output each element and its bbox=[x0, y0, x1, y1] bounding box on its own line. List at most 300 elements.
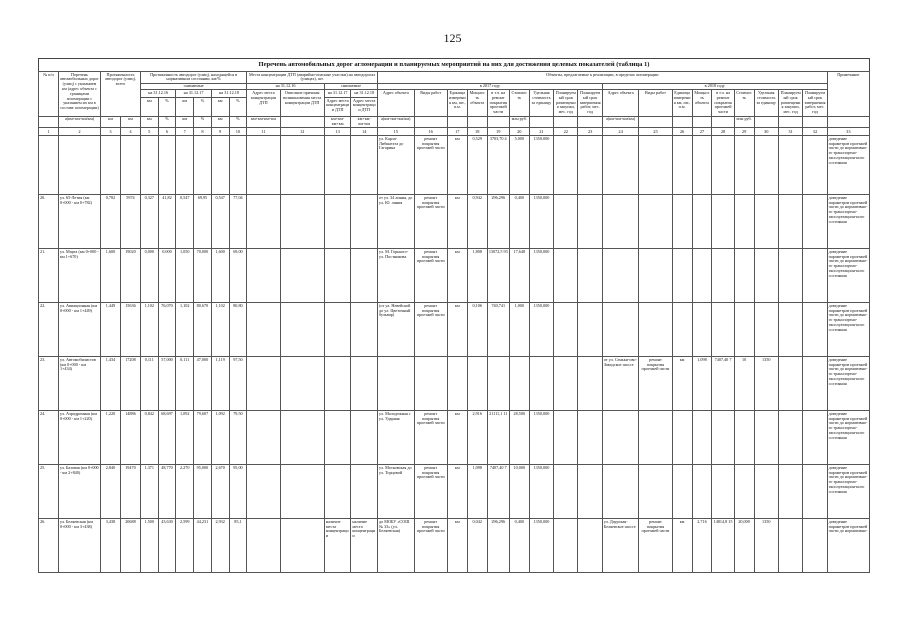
cell-work17: ремонт покрытия проезжей части bbox=[414, 249, 447, 303]
cell-len2: 19470 bbox=[120, 465, 140, 519]
column-number-cell: 7 bbox=[176, 128, 194, 136]
cell-pe17 bbox=[578, 195, 602, 249]
header-dtp-places: Места концентрации ДТП (аварийно-опасные участки) на автодорогах (улицах), шт. bbox=[247, 72, 378, 84]
cell-addr18 bbox=[602, 303, 639, 357]
cell-work17: ремонт покрытия проезжей части bbox=[414, 411, 447, 465]
cell-n16 bbox=[140, 136, 158, 195]
cell-p18: 97,50 bbox=[229, 357, 247, 411]
cell-dtp4 bbox=[351, 136, 378, 195]
header-pct: % bbox=[229, 98, 247, 116]
cell-n18: 2,670 bbox=[211, 465, 229, 519]
cell-unit17: км bbox=[447, 465, 467, 519]
cell-work18 bbox=[639, 249, 672, 303]
header-incl-17: в т.ч. на ремонт покрытия проезжей части bbox=[487, 90, 509, 116]
cell-p17: 79,607 bbox=[194, 411, 212, 465]
cell-cost18 bbox=[734, 249, 754, 303]
cell-n18: 1,092 bbox=[211, 411, 229, 465]
cell-p18 bbox=[229, 136, 247, 195]
cell-pe18 bbox=[803, 195, 827, 249]
cell-ps17 bbox=[554, 411, 578, 465]
cell-uc17: 1350,000 bbox=[529, 519, 553, 573]
cell-pe17 bbox=[578, 249, 602, 303]
cell-pe18 bbox=[803, 303, 827, 357]
cell-unit18: км bbox=[672, 519, 692, 573]
table-row bbox=[39, 195, 870, 249]
cell-p17: 44,231 bbox=[194, 519, 212, 573]
unit-cell: км bbox=[211, 116, 229, 128]
cell-n16: 1,500 bbox=[140, 519, 158, 573]
cell-incl17: 296,296 bbox=[487, 519, 509, 573]
cell-ps17 bbox=[554, 465, 578, 519]
cell-note: доведение параметров проезжей части до нормативно-го транспортно-эксплуатацион-ного состояния bbox=[827, 357, 869, 411]
header-pct: % bbox=[158, 98, 176, 116]
cell-pe18 bbox=[803, 465, 827, 519]
cell-cost18 bbox=[734, 195, 754, 249]
unit-cell bbox=[414, 116, 447, 128]
cell-p16: 43,630 bbox=[158, 519, 176, 573]
cell-dtp1 bbox=[247, 303, 280, 357]
cell-pow17: 2,916 bbox=[467, 411, 487, 465]
cell-ps18 bbox=[778, 357, 802, 411]
cell-dtp1 bbox=[247, 357, 280, 411]
header-num: № п/п bbox=[39, 72, 59, 117]
cell-unit18: км bbox=[672, 357, 692, 411]
column-number-cell: 11 bbox=[247, 128, 280, 136]
cell-len: 1,449 bbox=[101, 303, 121, 357]
column-numbers-row bbox=[39, 128, 870, 136]
cell-uc17 bbox=[529, 357, 553, 411]
unit-cell bbox=[778, 116, 802, 128]
cell-work18 bbox=[639, 411, 672, 465]
cell-cost17: 1,000 bbox=[509, 303, 529, 357]
cell-dtp2 bbox=[280, 249, 324, 303]
cell-dtp4 bbox=[351, 357, 378, 411]
cell-addr18 bbox=[602, 195, 639, 249]
cell-len: 1,434 bbox=[101, 357, 121, 411]
cell-len2 bbox=[120, 136, 140, 195]
cell-pe18 bbox=[803, 249, 827, 303]
cell-dtp1 bbox=[247, 249, 280, 303]
cell-len: 1,600 bbox=[101, 249, 121, 303]
cell-num bbox=[39, 136, 59, 195]
cell-addr18 bbox=[602, 411, 639, 465]
cell-note: доведение параметров проезжей части до нормативно-го транспортно-эксплуатацион-ного состояния bbox=[827, 303, 869, 357]
unit-cell: а(км+км+км/км) bbox=[58, 116, 100, 128]
cell-dtp4: наличие места концентрации bbox=[351, 519, 378, 573]
column-number-cell: 8 bbox=[194, 128, 212, 136]
cell-pow17 bbox=[467, 357, 487, 411]
header-dtp-2017: на 31.12.17 bbox=[324, 90, 351, 98]
column-number-cell: 24 bbox=[602, 128, 639, 136]
cell-addr18 bbox=[602, 136, 639, 195]
cell-ps18 bbox=[778, 249, 802, 303]
unit-cell: км bbox=[176, 116, 194, 128]
cell-p16: 0,000 bbox=[158, 249, 176, 303]
cell-unit17: км bbox=[447, 195, 467, 249]
cell-pow17: 0,529 bbox=[467, 136, 487, 195]
cell-addr17 bbox=[378, 357, 415, 411]
table-row bbox=[39, 136, 870, 195]
cell-pow18 bbox=[692, 465, 712, 519]
header-km: км bbox=[176, 98, 194, 116]
header-year-2017: в 2017 году bbox=[378, 83, 603, 90]
unit-cell bbox=[467, 116, 487, 128]
cell-addr17: до МОБУ «СОШ № 33» (ул. Беляевская) bbox=[378, 519, 415, 573]
cell-pe17 bbox=[578, 357, 602, 411]
header-work-type-17: Виды работ bbox=[414, 90, 447, 116]
cell-num: 24. bbox=[39, 411, 59, 465]
cell-n16: 0,842 bbox=[140, 411, 158, 465]
cell-len: 0,782 bbox=[101, 195, 121, 249]
header-dtp-addr-17: Адрес места концентрации ДТП bbox=[324, 98, 351, 116]
header-pct: % bbox=[194, 98, 212, 116]
cell-work17: ремонт покрытия проезжей части bbox=[414, 303, 447, 357]
cell-len2: 19020 bbox=[120, 249, 140, 303]
cell-len: 1,220 bbox=[101, 411, 121, 465]
column-number-cell: 32 bbox=[803, 128, 827, 136]
cell-ps17 bbox=[554, 195, 578, 249]
unit-cell: км bbox=[140, 116, 158, 128]
cell-incl18 bbox=[712, 303, 734, 357]
header-obj-address-17: Адрес объекта bbox=[378, 90, 415, 116]
cell-addr18 bbox=[602, 465, 639, 519]
cell-work18 bbox=[639, 465, 672, 519]
cell-uc18: 1350 bbox=[754, 357, 778, 411]
cell-dtp3 bbox=[324, 303, 351, 357]
cell-dtp4 bbox=[351, 411, 378, 465]
cell-n17: 1,092 bbox=[176, 411, 194, 465]
cell-work17 bbox=[414, 357, 447, 411]
cell-dtp3: наличие места концентрации bbox=[324, 519, 351, 573]
cell-pe17 bbox=[578, 465, 602, 519]
cell-incl17: 296,296 bbox=[487, 195, 509, 249]
column-number-cell: 13 bbox=[324, 128, 351, 136]
cell-num: 23. bbox=[39, 357, 59, 411]
unit-cell bbox=[578, 116, 602, 128]
cell-p18: 69,00 bbox=[229, 249, 247, 303]
column-number-cell: 9 bbox=[211, 128, 229, 136]
cell-ps17 bbox=[554, 519, 578, 573]
cell-incl18 bbox=[712, 195, 734, 249]
unit-cell bbox=[447, 116, 467, 128]
unit-cell bbox=[803, 116, 827, 128]
cell-cost18 bbox=[734, 303, 754, 357]
cell-note: доведение параметров проезжей части до нормативно-го транспортно-эксплуатацион-ного состояния bbox=[827, 136, 869, 195]
cell-num: 26. bbox=[39, 519, 59, 573]
cell-road: ул. Марта (км 0+000 - км 1+670) bbox=[58, 249, 100, 303]
cell-pe18 bbox=[803, 136, 827, 195]
cell-unit17: км bbox=[447, 249, 467, 303]
cell-unit18 bbox=[672, 249, 692, 303]
cell-n17: 1,050 bbox=[176, 249, 194, 303]
column-number-cell: 20 bbox=[509, 128, 529, 136]
cell-dtp3 bbox=[324, 411, 351, 465]
cell-ps18 bbox=[778, 519, 802, 573]
cell-p16: 41,82 bbox=[158, 195, 176, 249]
cell-len: 3,438 bbox=[101, 519, 121, 573]
cell-p18: 80,80 bbox=[229, 303, 247, 357]
cell-road: ул. Автомобилистов (км 0+000 - км 1+434) bbox=[58, 357, 100, 411]
column-number-cell: 17 bbox=[447, 128, 467, 136]
cell-work18: ремонт покрытия проезжей части bbox=[639, 357, 672, 411]
column-number-cell: 14 bbox=[351, 128, 378, 136]
cell-road: ул. Беляевская (км 0+000 - км 3+438) bbox=[58, 519, 100, 573]
cell-addr17: ул. Молодежная с ул. Ударная bbox=[378, 411, 415, 465]
cell-note: доведение параметров проезжей части до нормативно- bbox=[827, 519, 869, 573]
cell-unit18 bbox=[672, 411, 692, 465]
cell-note: доведение параметров проезжей части до нормативно-го транспортно-эксплуатацион-ного состояния bbox=[827, 249, 869, 303]
unit-cell bbox=[280, 116, 324, 128]
column-number-cell: 26 bbox=[672, 128, 692, 136]
cell-p17: 70,000 bbox=[194, 249, 212, 303]
cell-p16: 76,070 bbox=[158, 303, 176, 357]
cell-dtp1 bbox=[247, 465, 280, 519]
unit-cell: % bbox=[229, 116, 247, 128]
cell-uc17: 1350,000 bbox=[529, 465, 553, 519]
header-dtp-address: Адрес места концентрации ДТП bbox=[247, 90, 280, 116]
cell-unit17: км bbox=[447, 519, 467, 573]
cell-pow18 bbox=[692, 411, 712, 465]
cell-incl17: 3703,70 4 bbox=[487, 136, 509, 195]
cell-unit18 bbox=[672, 465, 692, 519]
cell-incl17: 13072,5 93 bbox=[487, 249, 509, 303]
header-dtp-snapshot: снимаемые bbox=[324, 83, 377, 90]
cell-cost17: 0,400 bbox=[509, 195, 529, 249]
unit-cell bbox=[712, 116, 734, 128]
cell-dtp1 bbox=[247, 136, 280, 195]
cell-pow17: 0,042 bbox=[467, 519, 487, 573]
header-year-2018: в 2018 году bbox=[602, 83, 827, 90]
column-number-cell: 5 bbox=[140, 128, 158, 136]
cell-addr17: от ул. 34 линия, до ул. Ю. линия bbox=[378, 195, 415, 249]
cell-ps17 bbox=[554, 303, 578, 357]
cell-uc17: 1350,000 bbox=[529, 136, 553, 195]
cell-addr18: ул. Даурская-Беляевское шоссе bbox=[602, 519, 639, 573]
cell-dtp3 bbox=[324, 249, 351, 303]
cell-addr17: ул. М. Горького-ул. Постникова bbox=[378, 249, 415, 303]
column-number-cell: 21 bbox=[529, 128, 553, 136]
cell-ps18 bbox=[778, 136, 802, 195]
cell-pow17: 0,106 bbox=[467, 303, 487, 357]
unit-cell bbox=[487, 116, 509, 128]
cell-uc17: 1350,000 bbox=[529, 195, 553, 249]
cell-work18 bbox=[639, 195, 672, 249]
table-row bbox=[39, 357, 870, 411]
table-row bbox=[39, 303, 870, 357]
cell-p16 bbox=[158, 136, 176, 195]
cell-incl17: 21111,1 11 bbox=[487, 411, 509, 465]
cell-p16: 57,000 bbox=[158, 357, 176, 411]
cell-pow17: 1,098 bbox=[467, 465, 487, 519]
column-number-cell: 31 bbox=[778, 128, 802, 136]
cell-ps18 bbox=[778, 411, 802, 465]
header-unit-cost-17: Удельная стоимость за единицу bbox=[529, 90, 553, 116]
cell-len2: 17208 bbox=[120, 357, 140, 411]
cell-pow18 bbox=[692, 195, 712, 249]
column-number-cell: 18 bbox=[467, 128, 487, 136]
cell-incl17: 740,741 bbox=[487, 303, 509, 357]
cell-ps17 bbox=[554, 136, 578, 195]
unit-cell bbox=[754, 116, 778, 128]
unit-cell: км+км-км+км bbox=[324, 116, 351, 128]
column-number-cell: 27 bbox=[692, 128, 712, 136]
cell-dtp2 bbox=[280, 357, 324, 411]
cell-cost18: 10 bbox=[734, 357, 754, 411]
cell-dtp3 bbox=[324, 195, 351, 249]
document-table-sheet bbox=[38, 58, 870, 640]
header-dtp-2018: на 31.12.18 bbox=[351, 90, 378, 98]
cell-pow18: 2,716 bbox=[692, 519, 712, 573]
column-number-cell: 23 bbox=[578, 128, 602, 136]
cell-n18: 1,600 bbox=[211, 249, 229, 303]
cell-incl18 bbox=[712, 249, 734, 303]
cell-work18 bbox=[639, 136, 672, 195]
cell-pow18 bbox=[692, 249, 712, 303]
header-plan-start-17: Планируемый срок размещения закупки, мес. год bbox=[554, 90, 578, 116]
cell-len bbox=[101, 136, 121, 195]
cell-road: ул. Авиационная (км 0+000 - км 1+449) bbox=[58, 303, 100, 357]
table-row bbox=[39, 411, 870, 465]
cell-pe17 bbox=[578, 519, 602, 573]
cell-uc18 bbox=[754, 136, 778, 195]
unit-cell: км bbox=[101, 116, 121, 128]
cell-cost18 bbox=[734, 465, 754, 519]
cell-work17: ремонт покрытия проезжей части bbox=[414, 465, 447, 519]
cell-pow17: 1,808 bbox=[467, 249, 487, 303]
table-row bbox=[39, 519, 870, 573]
header-power-17: Мощность объекта bbox=[467, 90, 487, 116]
cell-pow17: 0,942 bbox=[467, 195, 487, 249]
cell-pe17 bbox=[578, 136, 602, 195]
cell-len2: 15636 bbox=[120, 303, 140, 357]
cell-n17: 2,270 bbox=[176, 465, 194, 519]
unit-cell bbox=[672, 116, 692, 128]
column-number-cell: 10 bbox=[229, 128, 247, 136]
unit-cell bbox=[529, 116, 553, 128]
cell-n17: 2,599 bbox=[176, 519, 194, 573]
cell-unit17: км bbox=[447, 303, 467, 357]
cell-cost17: 5,000 bbox=[509, 136, 529, 195]
cell-ps18 bbox=[778, 195, 802, 249]
cell-incl18 bbox=[712, 465, 734, 519]
header-power-18: Мощность объекта bbox=[692, 90, 712, 116]
cell-work17: ремонт покрытия проезжей части bbox=[414, 136, 447, 195]
cell-dtp2 bbox=[280, 195, 324, 249]
cell-n16: 0,111 bbox=[140, 357, 158, 411]
cell-incl18 bbox=[712, 136, 734, 195]
cell-pow18 bbox=[692, 136, 712, 195]
header-unit-cost-18: Удельная стоимость за единицу bbox=[754, 90, 778, 116]
cell-dtp2 bbox=[280, 519, 324, 573]
unit-cell bbox=[827, 116, 869, 128]
column-number-cell: 28 bbox=[712, 128, 734, 136]
cell-dtp2 bbox=[280, 136, 324, 195]
cell-n18: 1,119 bbox=[211, 357, 229, 411]
header-km: км bbox=[140, 98, 158, 116]
cell-uc18 bbox=[754, 303, 778, 357]
unit-cell: км+км-км+км bbox=[351, 116, 378, 128]
column-number-cell: 29 bbox=[734, 128, 754, 136]
header-normative: Протяженность автодорог (улиц), находящейся в нормативном состоянии, км/% bbox=[140, 72, 246, 84]
cell-pow18 bbox=[692, 303, 712, 357]
cell-cost17: 17,648 bbox=[509, 249, 529, 303]
cell-len2: 14886 bbox=[120, 411, 140, 465]
cell-n17: 1,102 bbox=[176, 303, 194, 357]
column-number-cell: 6 bbox=[158, 128, 176, 136]
cell-road bbox=[58, 136, 100, 195]
cell-pe18 bbox=[803, 411, 827, 465]
header-dtp-addr-18: Адрес места концентрации ДТП bbox=[351, 98, 378, 116]
header-cost-17: Стоимость bbox=[509, 90, 529, 116]
header-total-length: Протяженность автодорог (улиц), всего bbox=[101, 72, 141, 117]
cell-n18 bbox=[211, 136, 229, 195]
header-unit-18: Единица измерения км, шт., п.м. bbox=[672, 90, 692, 116]
column-number-cell: 1 bbox=[39, 128, 59, 136]
cell-p18: 95,00 bbox=[229, 465, 247, 519]
cell-dtp2 bbox=[280, 465, 324, 519]
cell-dtp1 bbox=[247, 411, 280, 465]
cell-road: ул. 65-Летия (км 0+000 - км 0+782) bbox=[58, 195, 100, 249]
cell-n18: 0,547 bbox=[211, 195, 229, 249]
column-number-cell: 3 bbox=[101, 128, 121, 136]
table-body bbox=[39, 128, 870, 573]
cell-unit17: км bbox=[447, 411, 467, 465]
cell-incl18: 14814,8 15 bbox=[712, 519, 734, 573]
cell-unit17: км bbox=[447, 136, 467, 195]
cell-p17: 47,000 bbox=[194, 357, 212, 411]
cell-cost17: 0,400 bbox=[509, 519, 529, 573]
unit-cell bbox=[554, 116, 578, 128]
cell-unit18 bbox=[672, 195, 692, 249]
table-title: Перечень автомобильных дорог агломерации и планируемых мероприятий на них для достижения целевых показателей (таблица 1) bbox=[38, 58, 870, 71]
roads-table bbox=[38, 71, 870, 573]
cell-dtp4 bbox=[351, 303, 378, 357]
column-number-cell: 15 bbox=[378, 128, 415, 136]
cell-work18 bbox=[639, 303, 672, 357]
cell-uc18 bbox=[754, 411, 778, 465]
unit-cell: км bbox=[120, 116, 140, 128]
column-number-cell: 22 bbox=[554, 128, 578, 136]
header-km: км bbox=[211, 98, 229, 116]
cell-p16: 48,770 bbox=[158, 465, 176, 519]
header-norm-2017: на 31.12.17 bbox=[176, 90, 211, 98]
header-cost-18: Стоимость bbox=[734, 90, 754, 116]
unit-cell: млн руб. bbox=[509, 116, 529, 128]
cell-addr18 bbox=[602, 249, 639, 303]
cell-addr17: ул. Московская до ул. Торцовой bbox=[378, 465, 415, 519]
cell-incl18: 7407,40 7 bbox=[712, 357, 734, 411]
cell-ps18 bbox=[778, 465, 802, 519]
table-row bbox=[39, 465, 870, 519]
header-dtp-reason: Описание причины возникновения места концентрации ДТП bbox=[280, 90, 324, 116]
column-number-cell: 25 bbox=[639, 128, 672, 136]
cell-dtp3 bbox=[324, 465, 351, 519]
unit-cell: а(км+км+км/км) bbox=[378, 116, 415, 128]
cell-addr18: от ул. Сеньки-ово-Заводское шоссе bbox=[602, 357, 639, 411]
cell-incl18 bbox=[712, 411, 734, 465]
cell-dtp2 bbox=[280, 303, 324, 357]
cell-pe18 bbox=[803, 519, 827, 573]
cell-pe17 bbox=[578, 303, 602, 357]
cell-n16: 0,327 bbox=[140, 195, 158, 249]
cell-ps18 bbox=[778, 303, 802, 357]
column-number-cell: 19 bbox=[487, 128, 509, 136]
cell-len2: 5974 bbox=[120, 195, 140, 249]
cell-work17: ремонт покрытия проезжей части bbox=[414, 519, 447, 573]
header-plan-start-18: Планируемый срок размещения закупки, мес. год bbox=[778, 90, 802, 116]
header-road-name: Перечень автомобильных дорог (улиц) с указанием км (адрес объекта с границами агломерации с указанием их км в составе агломерации) bbox=[58, 72, 100, 117]
cell-uc18: 1350 bbox=[754, 519, 778, 573]
